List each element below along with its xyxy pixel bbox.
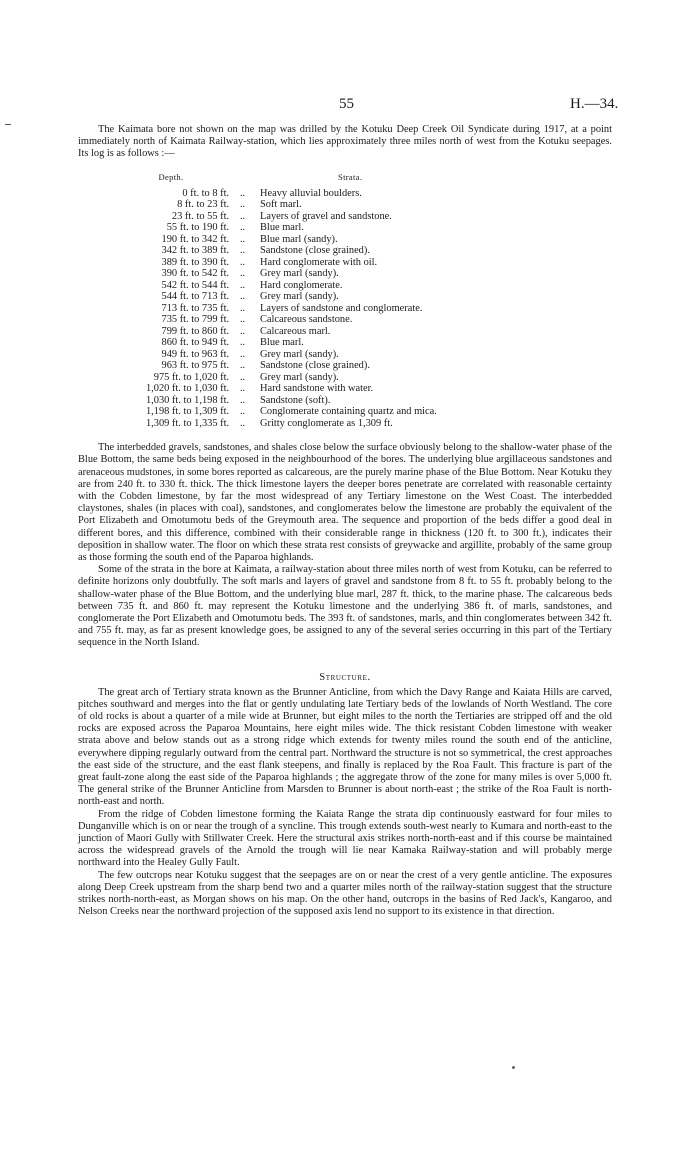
structure-section: [78, 687, 612, 919]
stratum-cell: Layers of sandstone and conglomerate.: [260, 302, 423, 314]
depth-column-header: Depth.: [158, 171, 184, 182]
depth-cell: 713 ft. to 735 ft.: [161, 302, 230, 314]
bore-log-row: [78, 383, 437, 395]
bore-log-row: [78, 280, 437, 292]
leader-cell: ..: [239, 302, 246, 314]
leader-cell: ..: [239, 325, 246, 337]
depth-cell: 0 ft. to 8 ft.: [182, 187, 230, 199]
stratum-cell: Blue marl.: [260, 222, 304, 234]
strata-column-header: Strata.: [338, 171, 363, 182]
bore-log-row: [78, 303, 437, 315]
bore-log-row: [78, 188, 437, 200]
stratum-cell: Blue marl.: [260, 337, 304, 349]
depth-cell: 799 ft. to 860 ft.: [161, 325, 230, 337]
bore-log-row: [78, 257, 437, 269]
structure-heading: Structure.: [319, 671, 371, 683]
depth-cell: 949 ft. to 963 ft.: [161, 348, 230, 360]
leader-cell: ..: [239, 210, 246, 222]
leader-cell: ..: [239, 279, 246, 291]
depth-cell: 390 ft. to 542 ft.: [161, 268, 230, 280]
page-body: [78, 124, 612, 918]
stratum-cell: Hard conglomerate.: [260, 279, 343, 291]
depth-cell: 389 ft. to 390 ft.: [161, 256, 230, 268]
bore-log-row: [78, 326, 437, 338]
leader-cell: ..: [239, 383, 246, 395]
depth-cell: 1,020 ft. to 1,030 ft.: [145, 383, 230, 395]
bore-log-row: [78, 395, 437, 407]
leader-cell: ..: [239, 222, 246, 234]
depth-cell: 860 ft. to 949 ft.: [161, 337, 230, 349]
leader-cell: ..: [239, 360, 246, 372]
depth-cell: 544 ft. to 713 ft.: [161, 291, 230, 303]
bore-log-rows: [78, 188, 437, 430]
stratum-cell: Grey marl (sandy).: [260, 291, 339, 303]
structure-paragraph: From the ridge of Cobden limestone forming the Kaiata Range the strata dip continuously eastward for four miles to Dunganville which is on or near the trough of a syncline. This trough extends south-west nearly to Kumara and north-east to the junction of Maori Gully with Stillwater Creek. Here the structural axis strikes north-north-east and if this course be maintained across the widespread gravels of the Arnold the trough will lie near Kamaka Railway-station and will probably merge northward into the Healey Gully Fault.: [78, 808, 612, 869]
depth-cell: 1,309 ft. to 1,335 ft.: [145, 417, 230, 429]
depth-cell: 963 ft. to 975 ft.: [161, 360, 230, 372]
stratum-cell: Conglomerate containing quartz and mica.: [260, 406, 437, 418]
page-header: [0, 96, 700, 116]
leader-cell: ..: [239, 337, 246, 349]
depth-cell: 542 ft. to 544 ft.: [161, 279, 230, 291]
structure-paragraph: The few outcrops near Kotuku suggest that the seepages are on or near the crest of a very gentle anticline. The exposures along Deep Creek upstream from the sharp bend two and a quarter miles north of the railway-station suggest that the structure strikes north-north-east, as Morgan shows on his map. On the other hand, outcrops in the basins of Red Jack's, Kangaroo, and Nelson Creeks near the northward projection of the supposed axis lend no support to its existence in that direction.: [78, 869, 612, 918]
stratum-cell: Sandstone (close grained).: [260, 360, 370, 372]
leader-cell: ..: [239, 371, 246, 383]
leader-cell: ..: [239, 268, 246, 280]
depth-cell: 23 ft. to 55 ft.: [171, 210, 230, 222]
depth-cell: 1,198 ft. to 1,309 ft.: [145, 406, 230, 418]
report-reference: H.—34.: [570, 96, 619, 112]
discussion-section: [78, 442, 612, 649]
leader-cell: ..: [239, 406, 246, 418]
leader-cell: ..: [239, 199, 246, 211]
stratum-cell: Sandstone (soft).: [260, 394, 331, 406]
bore-log-row: [78, 199, 437, 211]
stratum-cell: Grey marl (sandy).: [260, 268, 339, 280]
structure-paragraph: The great arch of Tertiary strata known as the Brunner Anticline, from which the Davy Range and Kaiata Hills are carved, pitches southward and merges into the flat or gently undulating late Tertiary beds of the lowlands of North Westland. The core of old rocks is about a quarter of a mile wide at Brunner, but eight miles to the north the Tertiaries are stripped off and the old rocks are exposed across the Paparoa Mountains, here eight miles wide. The thick resistant Cobden limestone with weaker strata above and below stands out as a strong ridge which extends for twenty miles round the south end of the anticline, everywhere dipping regularly outward from the central part. Northward the structure is not so symmetrical, the crest approaches the east side of the structure, and the east flank steepens, and finally is replaced by the Roa Fault. This fracture is part of the great fault-zone along the east side of the Paparoa highlands ; the aggregate throw of the zone for many miles is over 5,000 ft. The general strike of the Brunner Anticline from Marsden to Brunner is about north-east ; the strike of the Roa Fault is north-north-east and north.: [78, 686, 612, 808]
stratum-cell: Grey marl (sandy).: [260, 348, 339, 360]
bore-log-row: [78, 291, 437, 303]
discussion-paragraph: The interbedded gravels, sandstones, and shales close below the surface obviously belong to the shallow-water phase of the Blue Bottom, the same beds being exposed in the neighbourhood of the bores. The underlying blue argillaceous sandstones and arenaceous mudstones, in some bores reported as calcareous, are the purely marine phase of the Blue Bottom. Near Kotuku they are from 240 ft. to 330 ft. thick. The thick limestone layers the deeper bores penetrate are correlated with reasonable certainty with the Cobden limestone, by far the most widespread of any Tertiary limestone on the West Coast. The interbedded claystones, shales (in places with coal), sandstones, and conglomerates below the limestone are probably the equivalent of the Port Elizabeth and Omotumotu beds of the Greymouth area. The sequence and proportion of the beds differ a good deal in different bores, and this difference, combined with their considerable range in thickness (120 ft. to 300 ft.), indicates their deposition in shallow water. The floor on which these strata rest consists of greywacke and argillite, probably of the same group as those forming the south end of the Paparoa highlands.: [78, 442, 612, 563]
bore-log-row: [78, 337, 437, 349]
stratum-cell: Hard sandstone with water.: [260, 383, 374, 395]
stratum-cell: Layers of gravel and sandstone.: [260, 210, 392, 222]
bore-log-row: [78, 211, 437, 223]
stratum-cell: Gritty conglomerate as 1,309 ft.: [260, 417, 393, 429]
bore-log-row: [78, 360, 437, 372]
depth-cell: 342 ft. to 389 ft.: [161, 245, 230, 257]
depth-cell: 55 ft. to 190 ft.: [166, 222, 230, 234]
leader-cell: ..: [239, 245, 246, 257]
leader-cell: ..: [239, 291, 246, 303]
bore-log-row: [78, 314, 437, 326]
margin-mark: [5, 124, 11, 125]
intro-paragraph: The Kaimata bore not shown on the map was drilled by the Kotuku Deep Creek Oil Syndicate during 1917, at a point immediately north of Kaimata Railway-station, which lies approximately three miles north of west from the Kotuku seepages. Its log is as follows :—: [78, 124, 612, 160]
leader-cell: ..: [239, 314, 246, 326]
page-end-mark: [512, 1066, 515, 1069]
stratum-cell: Hard conglomerate with oil.: [260, 256, 378, 268]
bore-log-row: [78, 372, 437, 384]
stratum-cell: Sandstone (close grained).: [260, 245, 370, 257]
depth-cell: 975 ft. to 1,020 ft.: [153, 371, 230, 383]
bore-log-row: [78, 349, 437, 361]
bore-log-row: [78, 406, 437, 418]
leader-cell: ..: [239, 394, 246, 406]
leader-cell: ..: [239, 417, 246, 429]
stratum-cell: Heavy alluvial boulders.: [260, 187, 362, 199]
stratum-cell: Calcareous marl.: [260, 325, 331, 337]
bore-log-row: [78, 418, 437, 430]
leader-cell: ..: [239, 256, 246, 268]
depth-cell: 735 ft. to 799 ft.: [161, 314, 230, 326]
stratum-cell: Grey marl (sandy).: [260, 371, 339, 383]
bore-log-row: [78, 222, 437, 234]
page-number: 55: [339, 96, 354, 112]
depth-cell: 190 ft. to 342 ft.: [161, 233, 230, 245]
depth-cell: 8 ft. to 23 ft.: [177, 199, 230, 211]
bore-log-row: [78, 245, 437, 257]
stratum-cell: Soft marl.: [260, 199, 302, 211]
discussion-paragraph: Some of the strata in the bore at Kaimata, a railway-station about three miles north of west from Kotuku, can be referred to definite horizons only doubtfully. The soft marls and layers of gravel and sandstone from 8 ft. to 55 ft. probably belong to the shallow-water phase of the Blue Bottom, and the underlying blue marl, 287 ft. thick, to the marine phase. The calcareous beds between 735 ft. and 860 ft. may represent the Kotuku limestone and the underlying 386 ft. of marls, sandstones, and conglomerate the Port Elizabeth and Omotumotu beds. The 393 ft. of sandstones, marls, and thin conglomerates between 342 ft. and 755 ft. may, as far as present knowledge goes, be assigned to any of the several series occurring in this part of the Tertiary sequence in the North Island.: [78, 564, 612, 649]
leader-cell: ..: [239, 233, 246, 245]
leader-cell: ..: [239, 348, 246, 360]
stratum-cell: Calcareous sandstone.: [260, 314, 353, 326]
leader-cell: ..: [239, 187, 246, 199]
stratum-cell: Blue marl (sandy).: [260, 233, 338, 245]
bore-log-table: [78, 172, 437, 430]
bore-log-header-row: [78, 172, 437, 188]
bore-log-row: [78, 234, 437, 246]
bore-log-row: [78, 268, 437, 280]
depth-cell: 1,030 ft. to 1,198 ft.: [145, 394, 230, 406]
